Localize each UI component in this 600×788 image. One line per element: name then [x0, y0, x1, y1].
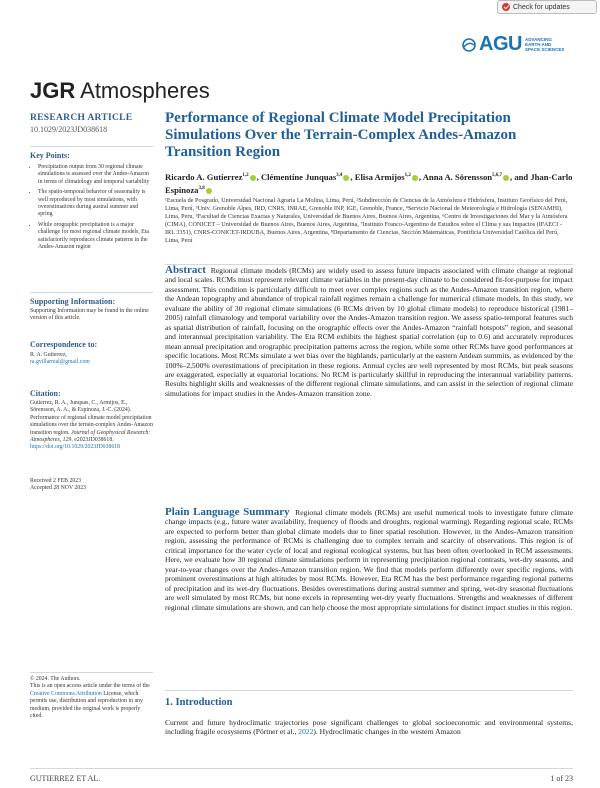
key-point: • The spatio-temporal behavior of seasonality is well reproduced by most simulations, with overestimations during austral summer and spring — [38, 189, 153, 219]
correspondence-label: Correspondence to: — [30, 340, 98, 349]
correspondence — [30, 340, 153, 367]
article-type: RESEARCH ARTICLE — [30, 113, 133, 123]
agu-logo — [462, 33, 564, 56]
article-type-block — [30, 113, 153, 134]
citation-id: e2023JD038618. — [74, 437, 114, 444]
dates — [30, 478, 153, 493]
key-points-label: Key Points: — [30, 151, 70, 160]
orcid-icon[interactable] — [250, 175, 256, 181]
author[interactable]: Ricardo A. Gutierrez$^{1,2}$ — [165, 171, 249, 182]
accepted-date: Accepted 28 NOV 2023 — [30, 485, 87, 492]
divider — [30, 292, 153, 293]
citation — [30, 389, 153, 452]
author[interactable]: Anna A. Sörensson$^{5,6,7}$ — [422, 171, 503, 182]
journal-title: JGR Atmospheres — [30, 78, 210, 103]
footer-authors: GUTIERREZ ET AL. — [30, 774, 101, 783]
license-text-end: License, which permits use, distribution and reproduction in any medium, provided the original work is properly cited. — [30, 690, 143, 720]
affiliations: ¹Escuela de Posgrado, Universidad Nacional Agraria La Molina, Lima, Perú, ²Subdirección de Ciencias de la Atmósfera e Hidrósfera, Instituto Geofísico del Perú, Lima, Perú, ³Univ. Grenoble Alpes, IRD, CNRS, INRAE, Grenoble INP, IGE, Grenoble, France, ⁴Servicio Nacional de Meteorología e Hidrología (SENAMHI), Lima, Peru, ⁵Facultad de Ciencias Exactas y Naturales, Universidad de Buenos Aires, Buenos Aires, Argentina, ⁶Centro de Investigaciones del Mar y la Atmósfera (CIMA), CONICET – Universidad de Buenos Aires, Buenos Aires, Argentina, ⁷Instituto Franco-Argentino de Estudios sobre el Clima y sus Impactos (IFAECI - IRL 3351), CNRS-CONICET-IRDUBA, Buenos Aires, Argentina, ⁸Departamento de Ciencias, Sección Matemáticas, Pontificia Universidad Católica del Perú, Lima, Perú — [165, 197, 568, 244]
supporting-label: Supporting Information: — [30, 297, 116, 306]
author[interactable]: Clémentine Junquas$^{3,4}$ — [260, 171, 343, 182]
divider — [165, 690, 573, 691]
article-title: Performance of Regional Climate Model Precipitation Simulations Over the Terrain-Complex Andes-Amazon Transition Region — [165, 110, 517, 160]
introduction-text: Current and future hydroclimatic trajectories pose significant challenges to global socioeconomic and environmental systems, including fragile ecosystems (Pörtner et al., 2022). Hydroclimatic changes in the western Amazon — [165, 718, 573, 737]
section-heading-introduction: 1. Introduction — [165, 697, 233, 708]
abstract — [165, 266, 573, 398]
license-link[interactable]: Creative Commons Attribution — [30, 690, 102, 697]
key-point: • While orographic precipitation is a major challenge for most regional climate models, Eta satisfactorily reproduces climate patterns in the Andes-Amazon region — [38, 222, 153, 252]
check-icon — [502, 3, 510, 11]
divider — [30, 672, 153, 673]
abstract-heading: Abstract — [165, 264, 206, 276]
agu-wordmark: AGU — [479, 33, 522, 55]
citation-link[interactable]: 2022 — [298, 727, 314, 737]
citation-doi-link[interactable]: https://doi.org/10.1029/2023JD038618 — [30, 444, 121, 451]
footer-rule — [30, 768, 573, 769]
orcid-icon[interactable] — [503, 175, 509, 181]
received-date: Received 2 FEB 2023 — [30, 478, 82, 484]
author[interactable]: Elisa Armijos$^{1,2}$ — [354, 171, 411, 182]
citation-journal: Journal of Geophysical Research: Atmospheres, 129, — [30, 429, 151, 444]
correspondence-name: R. A. Gutierrez, — [30, 352, 67, 358]
supporting-info — [30, 297, 153, 323]
doi-short: 10.1029/2023JD038618 — [30, 125, 108, 134]
license-text-start: This is an open access article under the terms of the — [30, 683, 150, 690]
correspondence-email-link[interactable]: ra.gvillarreal@gmail.com — [30, 359, 90, 366]
orcid-icon[interactable] — [343, 175, 349, 181]
globe-icon — [462, 38, 476, 52]
divider — [165, 264, 573, 265]
author-list: Ricardo A. Gutierrez$^{1,2}$ , Clémentine Junquas$^{3,4}$ , Elisa Armijos$^{1,2}$ , Anna A. Sörensson$^{5,6,7}$ , and Jhan-Carlo Espinoza$^{3,8}$ — [165, 171, 573, 195]
orcid-icon[interactable] — [206, 188, 212, 194]
author[interactable]: Jhan-Carlo Espinoza$^{3,8}$ — [165, 171, 573, 195]
check-for-updates-button[interactable] — [497, 0, 597, 14]
abstract-text: Regional climate models (RCMs) are widely used to assess future impacts associated with climate change at regional and local scales. RCMs must represent relevant climate variables in the present-day climate to be considered fit-for-purpose for impact assessment. This condition is particularly difficult to meet over complex regions such as the Andes-Amazon transition region, where the Andean topography and abundance of tropical rainfall regimes remain a challenge for numerical climate models. In this study, we evaluate the ability of 30 regional climate simulations (6 RCMs driven by 10 global climate models) to reproduce historical (1981–2005) rainfall climatology and temporal variability over the Andes-Amazon transition region. We assess spatio-temporal features such as spatial distribution of rainfall, focusing on the orographic effects over the Andes-Amazon “rainfall hotspots” region, and seasonal and interannual precipitation variability. The Eta RCM exhibits the highest spatial correlation (up to 0.6) and accurately reproduces mean annual precipitation and orographic precipitation patterns across the region, while some other RCMs have good performances at specific locations. Most RCMs simulate a wet bias over the highlands, particularly at the eastern Andean summits, as evidenced by the 100%–2,500% overestimations of precipitation in these regions. Annual cycles are well represented by most RCMs, but peak seasons are exaggerated, especially at equatorial locations. No RCM is particularly skillful in reproducing the interannual variability patterns. Results highlight skills and weaknesses of the different regional climate simulations, and can assist in the selection of regional climate simulations for impact studies in the Andes-Amazon transition zone. — [165, 266, 574, 398]
plain-language-summary — [165, 508, 573, 612]
copyright: © 2024. The Authors. — [30, 676, 81, 682]
plain-summary-text: Regional climate models (RCMs) are useful numerical tools to investigate future climate change impacts (e.g., future water availability, frequency of floods and droughts, regional warming). Regarding regional scale, RCMs are expected to perform better than global climate models due to finer spatial resolution. However, in the Andes-Amazon transition region, assessing the performance of RCMs is challenging due to complex terrain and scarcity of observations. This region is of critical importance for the water cycle of local and regional ecological systems, but has been often overlooked in RCM assessments. Here, we evaluate how 30 regional climate simulations perform in representing precipitation regional contrasts, wet-dry seasons, and year-to-year changes over the Andes-Amazon transition region. We find that models perform differently over specific regions, with prominent overestimations at high altitudes by most RCMs. However, Eta RCM has the best performance regarding regional patterns of precipitation and its wet-dry fluctuations. Besides overestimations during austral summer and spring, wet-dry seasonal fluctuations are well simulated by most RCMs, but none excels in representing wet-dry yearly fluctuations. Strengths and weaknesses of different regional climate simulations are shown, and can help choose the most appropriate simulations for distinct impact studies in this region. — [165, 508, 573, 612]
plain-summary-heading: Plain Language Summary — [165, 506, 290, 518]
supporting-text: Supporting Information may be found in the online version of this article. — [30, 308, 149, 322]
key-points — [30, 151, 153, 254]
orcid-icon[interactable] — [412, 175, 418, 181]
key-point: • Precipitation output from 30 regional climate simulations is assessed over the Andes-Amazon in terms of climatology and temporal variability — [38, 164, 153, 186]
agu-tagline: ADVANCING EARTH AND SPACE SCIENCES — [524, 37, 565, 52]
page-number: 1 of 23 — [550, 774, 573, 783]
check-for-updates-label: Check for updates — [513, 3, 570, 11]
citation-text: Gutierrez, R. A., Junquas, C., Armijos, E., Sörensson, A. A., & Espinoza, J.-C. (2024). Performance of regional climate model precipitation simulations over the terrain-complex Andes-Amazon transition region. — [30, 400, 153, 436]
divider — [30, 146, 153, 147]
license — [30, 676, 153, 720]
citation-label: Citation: — [30, 389, 61, 398]
